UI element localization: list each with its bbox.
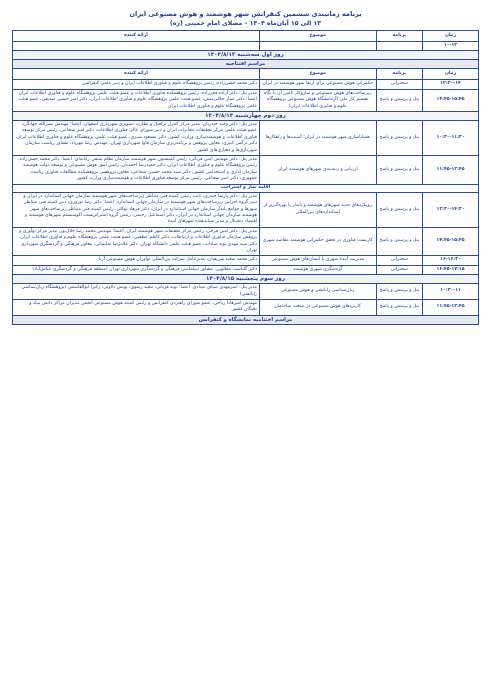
row-presenter: مدیر پنل: امیرمهدی صیاف میبادی. اعضا: نوید قربانی، مجید رضوی، یونس دلاویی، زکیرا ابوالقاسمی (پژوهشگاه زبان‌شناسی رایانشی): [13, 284, 260, 300]
row-topic: کاربردهای هوش مصنوعی در صنعت ساختمان: [260, 299, 377, 315]
row-time: ۱۱:۴۵-۱۲:۴۵: [423, 299, 479, 315]
table-row: [13, 156, 479, 185]
col-topic-header: موضوع: [260, 69, 377, 80]
closing-ceremony: مراسم اختتامیه نمایشگاه و کنفرانس: [13, 315, 479, 324]
col-time-header: زمان: [423, 69, 479, 80]
row-presenter: مدیر پنل: دکتر مهندس امین قربانی، رئیس کمیسیون شهر هوشمند سازمان نظام صنفی رایانه‌ای. اعضا: دکتر محمد حسن‌زاده، رئیس پژوهشگاه علوم و فناوری اطلاعات ایران، دکتر حمیدرضا احمدیان، رئیس امور هوش مصنوعی و توسعه دولت هوشمند سازمان اداری و استخدامی کشور، دکتر سید محمد حسین شجاعی، معاون پژوهشی پژوهشکده مطالعات فناوری ریاست جمهوری، دکتر امیر شجاعی، رئیس مرکز توسعه فناوری اطلاعات و هوشمندسازی وزارت کشور: [13, 156, 260, 185]
table-row: [13, 89, 479, 111]
schedule-table: [12, 30, 479, 325]
table-row: [13, 256, 479, 265]
row-program: پنل و پرسش و پاسخ: [376, 299, 423, 315]
row-time: ۱۰-۱۲: [423, 42, 479, 51]
row-topic: ارزیابی و رتبه‌بندی شهرهای هوشمند ایران: [260, 156, 377, 185]
table-row: [13, 42, 479, 51]
col-presenter-header: ارائه کننده: [13, 31, 260, 42]
row-program: پنل و پرسش و پاسخ: [376, 89, 423, 111]
header-row: [13, 31, 479, 42]
row-time: ۱۰:۳۰-۱۱: [423, 284, 479, 300]
row-program: سخنرانی: [376, 256, 423, 265]
row-program: پنل و پرسش و پاسخ: [376, 227, 423, 256]
row-program: سخنرانی: [376, 265, 423, 274]
row-presenter: دکتر محمد سعید شریفیان، مدیرعامل شرکت بین‌المللی نوآوران هوش مصنوعی آریا: [13, 256, 260, 265]
day1-title: روز اول سه‌شنبه ۱۴۰۴/۸/۱۳: [13, 51, 479, 60]
row-presenter: مدیر پنل: دکتر پارسا حیدری، نایب رئیس کمیته فنی متناظر زیرساخت‌های شهر هوشمند سازمان جهانی استاندارد در ایران و دبیر گروه اجرایی زیرساخت‌های شهر هوشمند در سازمان جهانی استاندارد. اعضا: دکتر رضا نوروزی، دبیر کمیته فنی متناظر شهرها و جوامع پایدار سازمان جهانی استاندارد در ایران، دکتر فرهاد توکلی، رئیس کمیته فنی متناظر زیرساخت‌های شهر هوشمند سازمان جهانی استاندارد در ایران، دکتر اسماعیل رحیمی، رئیس گروه استراتژیست اکوسیستم شهرهای هوشمند و اقتصاد دیجیتال و مدیر شتابدهنده شهرهای آینده: [13, 192, 260, 227]
col-program-header: برنامه: [376, 31, 423, 42]
row-topic: رویکردهای جدید شهرهای هوشمند و پایدار با بهره‌گیری از استانداردهای بین‌المللی: [260, 192, 377, 227]
col-program-header: برنامه: [376, 69, 423, 80]
row-topic: کاربست فناوری در تحقق حکمرانی هوشمند مقاصد شهری: [260, 227, 377, 256]
row-time: ۱۳:۳۰-۱۴: [423, 80, 479, 89]
row-program: پنل و پرسش و پاسخ: [376, 284, 423, 300]
header-row: [13, 69, 479, 80]
row-presenter: مدیر پنل: دکتر امین فرخی، رئیس مرکز تحقیقات شهر هوشمند ایران. اعضا: مهندس محمد رضا جلال‌پور، مدیر مرکز نوآوری و پژوهش سازمان فناوری اطلاعات و ارتباطات، دکتر کاظم عطفیی، عضو هیئت علمی پژوهشگاه علوم و فناوری اطلاعات ایران، دکتر سید مهدی نوید سادات، عضو هیئت علمی دانشگاه تهران، دکتر غلامرضا سلیمانی، معاون فرهنگی و گردشگری شهرداری تهران: [13, 227, 260, 256]
row-time: ۱۱:۴۵-۱۲:۴۵: [423, 156, 479, 185]
col-presenter-header: ارائه کننده: [13, 69, 260, 80]
page-subtitle: ۱۳ الی ۱۵ آبان‌ماه ۱۴۰۴ – مصلای امام خمینی (ره): [169, 20, 322, 27]
row-time: ۱۰:۳۰-۱۱:۳۰: [423, 121, 479, 156]
row-program: پنل و پرسش و پاسخ: [376, 156, 423, 185]
table-row: [13, 284, 479, 300]
row-time: ۱۴:۴۵-۱۵:۴۵: [423, 89, 479, 111]
row-presenter: [13, 42, 260, 51]
day3-title: روز سوم پنجشنبه ۱۴۰۴/۸/۱۵: [13, 275, 479, 284]
day2-title: روز دوم چهارشنبه ۱۴۰۴/۸/۱۴: [13, 112, 479, 121]
row-topic: مدیریت آینده شهری با انسان‌های هوش مصنوعی: [260, 256, 377, 265]
row-program: پنل و پرسش و پاسخ: [376, 192, 423, 227]
row-program: پنل و پرسش و پاسخ: [376, 121, 423, 156]
table-row: [13, 299, 479, 315]
table-row: [13, 265, 479, 274]
row-topic: زبان‌شناسی رایانشی و هوش مصنوعی: [260, 284, 377, 300]
row-program: سخنرانی: [376, 80, 423, 89]
row-presenter: دکتر محمد حسن‌زاده، رئیس پژوهشگاه علوم و فناوری اطلاعات ایران و دبیر علمی کنفرانس: [13, 80, 260, 89]
col-topic-header: موضوع: [260, 31, 377, 42]
row-time: ۱۴:۴۵-۱۵:۴۵: [423, 227, 479, 256]
page-title: برنامه زمانبندی ششمین کنفرانس شهر هوشمند و هوش مصنوعی ایران: [129, 10, 362, 18]
row-time: ۱۳:۳۰-۱۴:۳۰: [423, 192, 479, 227]
row-program: [376, 42, 423, 51]
prayer-break: اقامه نماز و استراحت: [13, 184, 479, 192]
row-presenter: مهندس امیرهادا ریاحی، عضو شورای راهبردی کنفرانس و رئیس کمیته هوش مصنوعی انجمن مدیران مراکز دانش بنیاد و نخبگان کشور: [13, 299, 260, 315]
row-time: ۱۶:۴۵-۱۷:۱۵: [423, 265, 479, 274]
table-row: [13, 192, 479, 227]
row-topic: همپایاسازی شهر هوشمند در ایران؛ آسیب‌ها و راهکارها: [260, 121, 377, 156]
row-topic: [260, 42, 377, 51]
opening-ceremony: مراسم افتتاحیه: [13, 60, 479, 69]
row-presenter: دکتر گلناسب مطلوبی، مشاور دیپلماسی فرهنگی و گردشگری شهرداری تهران (منطقه فرهنگی و گردشگری عباس‌آباد): [13, 265, 260, 274]
row-presenter: مدیر پنل: دکتر وحید حیدریان، مدیر مرکز کنترل ترافیک و نظارت تصویری شهرداری اصفهان. اعضا: مهندس نصرالله جهانگرد، عضو هیئت علمی مرکز تحقیقات مخابرات ایران و دبیر شورای عالی فناوری اطلاعات، دکتر امیر شجاعی، رئیس مرکز توسعه فناوری اطلاعات و هوشمندسازی وزارت کشور، دکتر مسعود سبزی، عضو هیئت علمی پژوهشگاه علوم و فناوری اطلاعات ایران، دکتر نرگس کبیری، معاون پژوهش و برنامه‌ریزی سازمان فاوا شهرداری تهران، مهندس رضا مهرپاد، مشاور ریاست سازمان شهرداری‌ها و دهیاری‌های کشور: [13, 121, 260, 156]
col-time-header: زمان: [423, 31, 479, 42]
table-row: [13, 121, 479, 156]
table-row: [13, 80, 479, 89]
row-topic: حکمرانی هوش مصنوعی برای ارتقا شهر هوشمند در ایران: [260, 80, 377, 89]
row-topic: زیرساخت‌های هوش مصنوعی و سازوکار تأمین آن با نگاه تقسیم کار ملی (آزمایشگاه هوش مصنوعی پژوهشگاه علوم و فناوری اطلاعات ایران): [260, 89, 377, 111]
row-topic: گردشگری شهری هوشمند: [260, 265, 377, 274]
row-presenter: مدیر پنل: دکتر آزاده فخرزاده، رئیس پژوهشکده فناوری اطلاعات و عضو هیئت علمی پژوهشگاه علوم و فناوری اطلاعات ایران. اعضا: دکتر عمار جلالی‌منش، عضو هیئت علمی پژوهشگاه علوم و فناوری اطلاعات ایران، دکتر امیر حسین صدیقی، عضو هیئت علمی پژوهشگاه علوم و فناوری اطلاعات ایران: [13, 89, 260, 111]
row-time: ۱۶-۱۶:۳۰: [423, 256, 479, 265]
table-row: [13, 227, 479, 256]
